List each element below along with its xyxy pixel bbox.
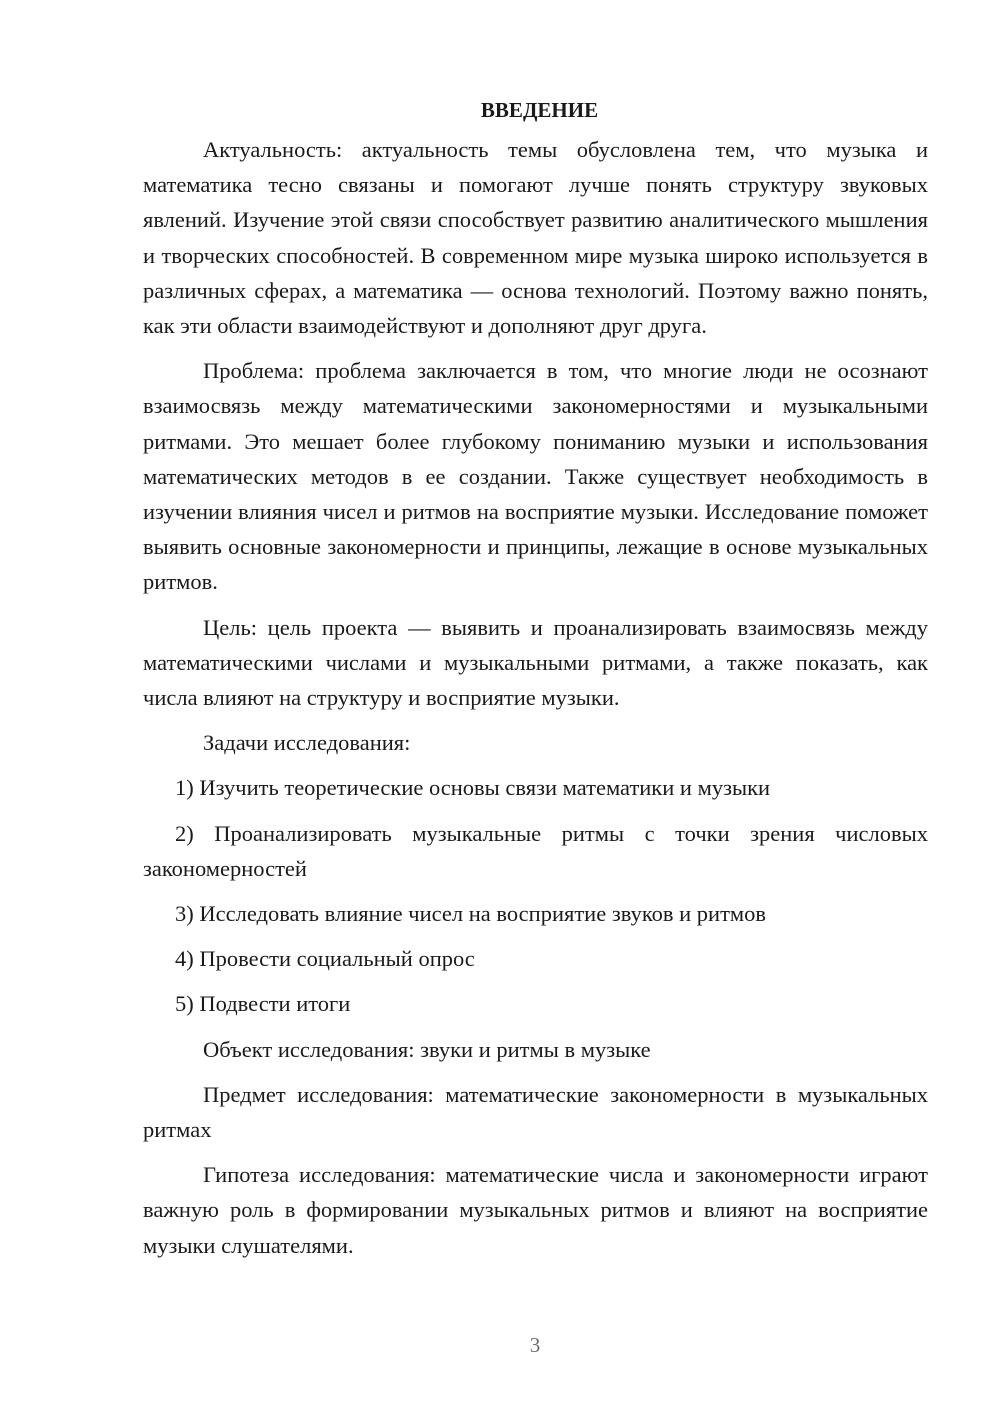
task-item: 5) Подвести итоги xyxy=(175,991,351,1017)
paragraph-hypothesis: Гипотеза исследования: математические числа и закономерности играют важную роль в формировании музыкальных ритмов и влияют на восприятие музыки слушателями. xyxy=(143,1162,928,1258)
paragraph-subject: Предмет исследования: математические закономерности в музыкальных ритмах xyxy=(143,1081,928,1143)
paragraph-tasks-heading: Задачи исследования: xyxy=(203,730,411,756)
paragraph-object: Объект исследования: звуки и ритмы в музыке xyxy=(203,1036,651,1062)
page-title: ВВЕДЕНИЕ xyxy=(480,98,599,122)
task-item: 2) Проанализировать музыкальные ритмы с точки зрения числовых закономерностей xyxy=(143,820,928,881)
task-item: 3) Исследовать влияние чисел на восприятие звуков и ритмов xyxy=(175,901,767,927)
document-page xyxy=(143,92,928,1273)
task-item: 1) Изучить теоретические основы связи математики и музыки xyxy=(175,775,771,801)
paragraph-goal: Цель: цель проекта — выявить и проанализировать взаимосвязь между математическими числами и музыкальными ритмами, а также показать, как числа влияют на структуру и восприятие музыки. xyxy=(143,614,928,711)
page-number: 3 xyxy=(529,1333,541,1357)
paragraph-problem: Проблема: проблема заключается в том, что многие люди не осознают взаимосвязь между математическими закономерностями и музыкальными ритмами. Это мешает более глубокому пониманию музыки и использования математических методов в ее создании. Также существует необходимость в изучении влияния чисел и ритмов на восприятие музыки. Исследование поможет выявить основные закономерности и принципы, лежащие в основе музыкальных ритмов. xyxy=(143,358,928,595)
paragraph-relevance: Актуальность: актуальность темы обусловлена тем, что музыка и математика тесно связаны и помогают лучше понять структуру звуковых явлений. Изучение этой связи способствует развитию аналитического мышления и творческих способностей. В современном мире музыка широко используется в различных сферах, а математика — основа технологий. Поэтому важно понять, как эти области взаимодействуют и дополняют друг друга. xyxy=(143,137,928,339)
task-item: 4) Провести социальный опрос xyxy=(175,946,475,972)
